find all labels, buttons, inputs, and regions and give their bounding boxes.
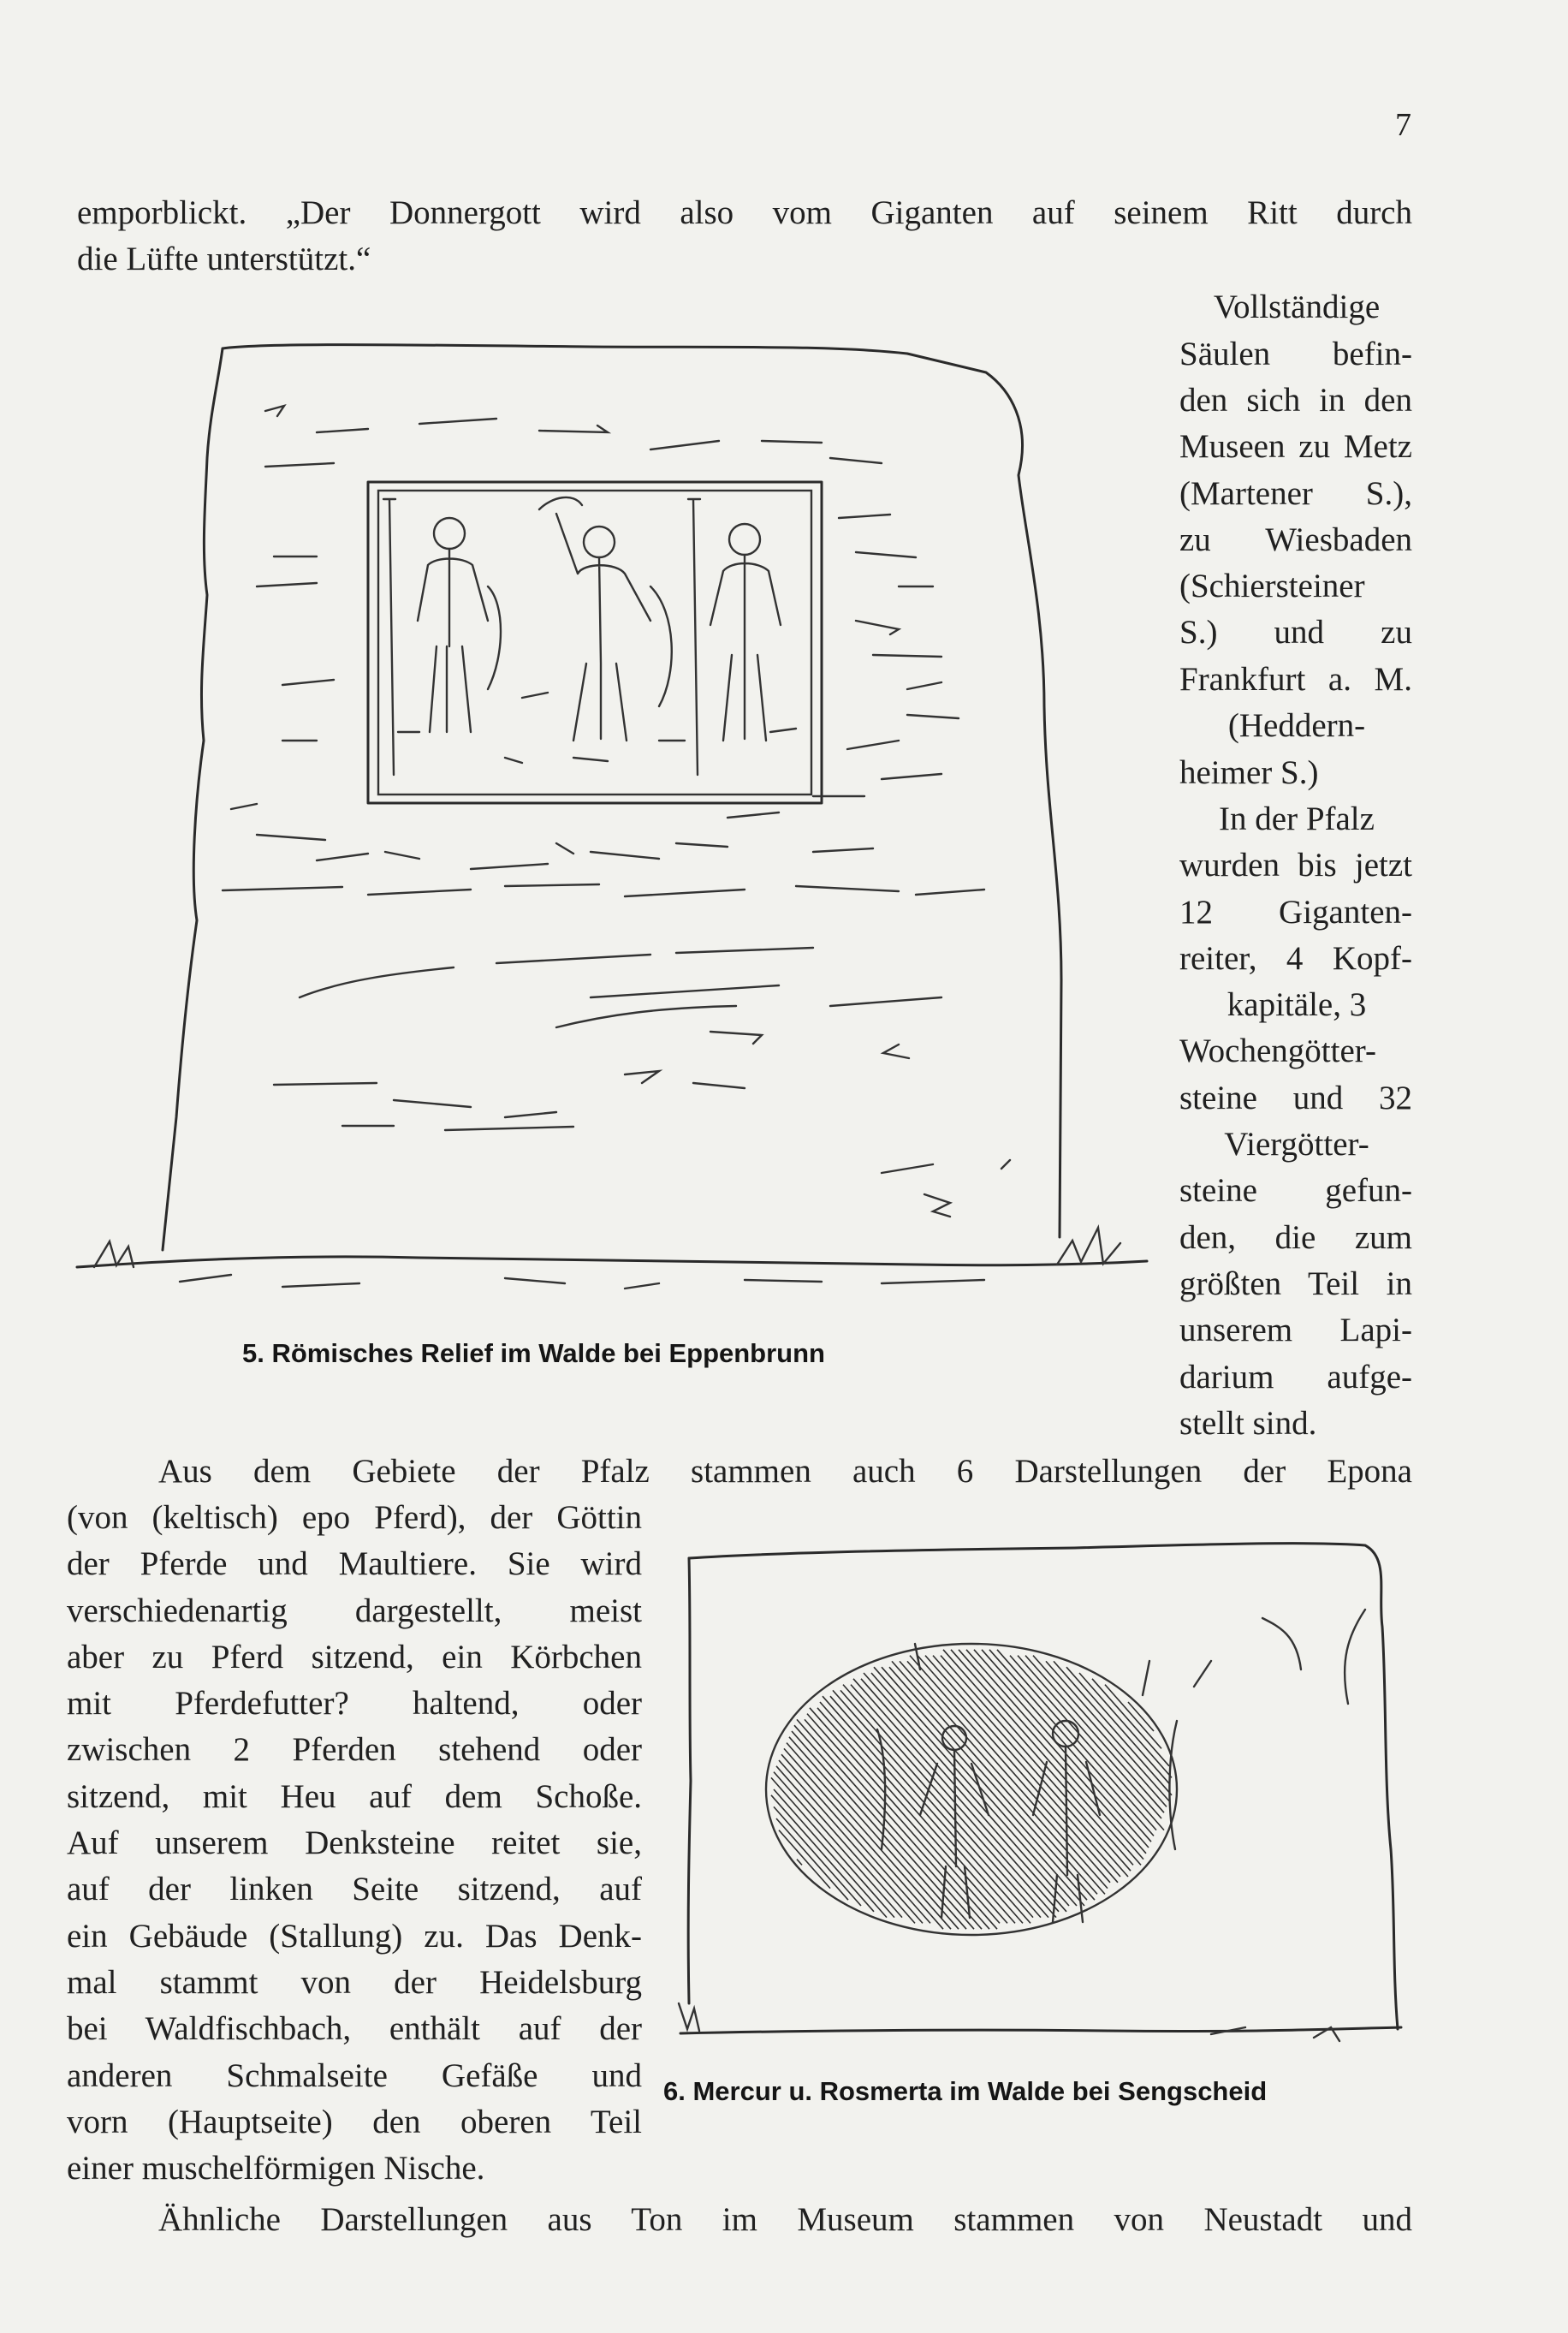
body-line: verschiedenartig dargestellt, meist — [67, 1592, 642, 1629]
body-line: größten Teil in — [1179, 1265, 1412, 1302]
figure-6-caption: 6. Mercur u. Rosmerta im Walde bei Sengscheid — [663, 2076, 1268, 2106]
body-line: mal stammt von der Heidelsburg — [67, 1964, 642, 2001]
body-line: S.) und zu — [1179, 614, 1412, 651]
hatch-line — [966, 1650, 1146, 1854]
body-line: vorn (Hauptseite) den oberen Teil — [67, 2104, 642, 2140]
body-line: darium aufge- — [1179, 1359, 1412, 1396]
body-line: Viergötter- — [1224, 1126, 1369, 1163]
body-line: (Heddern- — [1227, 707, 1366, 744]
body-line: den sich in den — [1179, 382, 1412, 419]
body-line: unserem Lapi- — [1179, 1312, 1412, 1348]
body-line: Ähnliche Darstellungen aus Ton im Museum stammen von Neustadt und — [158, 2201, 1412, 2238]
figure-5-relief-illustration — [60, 330, 1164, 1323]
body-line: (von (keltisch) epo Pferd), der Göttin — [67, 1499, 642, 1536]
hatch-line — [1066, 1667, 1169, 1783]
body-line: In der Pfalz — [1219, 800, 1375, 837]
body-line: Aus dem Gebiete der Pfalz stammen auch 6 Darstellungen der Epona — [158, 1453, 1412, 1490]
hatch-line — [882, 1667, 1087, 1900]
hatch-line — [776, 1818, 848, 1900]
body-line: den, die zum — [1179, 1219, 1412, 1256]
body-line: kapitäle, 3 — [1226, 986, 1367, 1023]
niche-hatching — [771, 1650, 1172, 1929]
hatch-line — [1046, 1661, 1169, 1800]
hatch-line — [871, 1673, 1077, 1906]
hatch-line — [959, 1650, 1143, 1860]
body-line: anderen Schmalseite Gefäße und — [67, 2057, 642, 2094]
body-line: Museen zu Metz — [1179, 428, 1412, 465]
body-line: 12 Giganten- — [1179, 894, 1412, 931]
hatch-line — [784, 1748, 943, 1929]
hatch-line — [810, 1708, 1000, 1924]
hatch-line — [817, 1708, 1007, 1924]
body-line: auf der linken Seite sitzend, auf — [67, 1871, 642, 1907]
hatch-line — [889, 1667, 1095, 1900]
body-line: reiter, 4 Kopf- — [1179, 940, 1412, 977]
body-line: heimer S.) — [1179, 754, 1319, 791]
hatch-line — [789, 1737, 959, 1929]
body-line: Auf unserem Denksteine reitet sie, — [67, 1824, 642, 1861]
body-line: die Lüfte unterstützt.“ — [77, 241, 371, 277]
body-line: ein Gebäude (Stallung) zu. Das Denk- — [67, 1918, 642, 1955]
hatch-line — [843, 1685, 1048, 1918]
body-line: Wochengötter- — [1179, 1033, 1376, 1069]
body-line: einer muschelförmigen Nische. — [67, 2150, 485, 2187]
body-line: zwischen 2 Pferden stehend oder — [67, 1731, 642, 1768]
hatch-line — [776, 1766, 915, 1924]
hatch-line — [1105, 1685, 1161, 1749]
hatch-line — [900, 1661, 1105, 1894]
hatch-line — [941, 1656, 1131, 1872]
body-line: (Martener S.), — [1179, 475, 1412, 512]
hatch-line — [774, 1789, 887, 1918]
body-line: sitzend, mit Heu auf dem Schoße. — [67, 1778, 642, 1815]
body-line: Vollständige — [1213, 289, 1381, 325]
hatch-line — [1079, 1673, 1172, 1777]
body-line: stellt sind. — [1179, 1405, 1317, 1442]
hatch-line — [951, 1650, 1141, 1866]
hatch-line — [805, 1719, 989, 1929]
hatch-line — [820, 1702, 1015, 1923]
body-line: Frankfurt a. M. — [1179, 661, 1412, 698]
hatch-line — [781, 1754, 930, 1923]
hatch-line — [779, 1830, 830, 1889]
hatch-line — [797, 1860, 802, 1866]
hatch-line — [1054, 1661, 1172, 1794]
page-number: 7 — [1395, 107, 1411, 143]
hatch-line — [1025, 1656, 1164, 1813]
body-line: steine gefun- — [1179, 1172, 1412, 1209]
body-line: bei Waldfischbach, enthält auf der — [67, 2010, 642, 2047]
body-line: zu Wiesbaden — [1179, 521, 1412, 558]
body-line: steine und 32 — [1179, 1080, 1412, 1116]
figure-6-relief-illustration — [663, 1524, 1412, 2055]
hatch-line — [864, 1673, 1069, 1906]
body-line: aber zu Pferd sitzend, ein Körbchen — [67, 1639, 642, 1675]
hatch-line — [943, 1650, 1133, 1866]
hatch-line — [933, 1656, 1128, 1877]
body-line: wurden bis jetzt — [1179, 847, 1412, 884]
body-line: emporblickt. „Der Donnergott wird also vom Giganten auf seinem Ritt durch — [77, 194, 1412, 231]
hatch-line — [851, 1685, 1056, 1918]
body-line: (Schiersteiner — [1179, 568, 1365, 604]
body-line: Säulen befin- — [1179, 336, 1412, 372]
body-line: mit Pferdefutter? haltend, oder — [67, 1685, 642, 1722]
figure-5-caption: 5. Römisches Relief im Walde bei Eppenbrunn — [242, 1338, 825, 1368]
hatch-line — [861, 1679, 1066, 1912]
body-line: der Pferde und Maultiere. Sie wird — [67, 1545, 642, 1582]
